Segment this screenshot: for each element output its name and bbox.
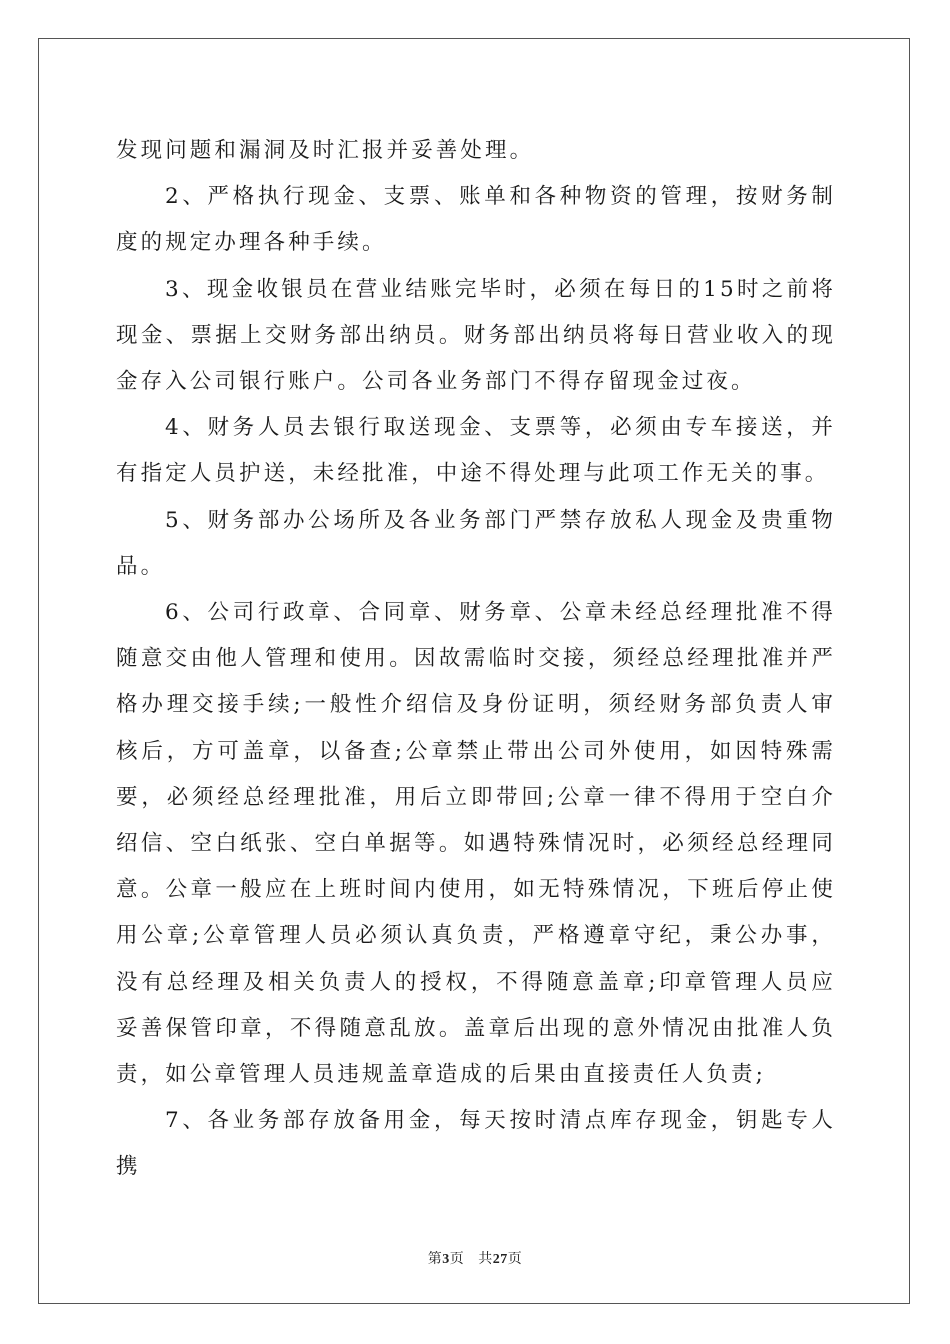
- paragraph-item-5: 5、财务部办公场所及各业务部门严禁存放私人现金及贵重物品。: [116, 507, 836, 579]
- page-number: 3: [442, 1252, 450, 1267]
- page-footer: [0, 1248, 950, 1268]
- paragraph-item-4: 4、财务人员去银行取送现金、支票等，必须由专车接送，并有指定人员护送，未经批准，中途不得处理与此项工作无关的事。: [116, 415, 836, 487]
- paragraph-continuation: 发现问题和漏洞及时汇报并妥善处理。: [116, 138, 535, 163]
- paragraph-item-6: 6、公司行政章、合同章、财务章、公章未经总经理批准不得随意交由他人管理和使用。因故需临时交接，须经总经理批准并严格办理交接手续;一般性介绍信及身份证明，须经财务部负责人审核后，方可盖章，以备查;公章禁止带出公司外使用，如因特殊需要，必须经总经理批准，用后立即带回;公章一律不得用于空白介绍信、空白纸张、空白单据等。如遇特殊情况时，必须经总经理同意。公章一般应在上班时间内使用，如无特殊情况，下班后停止使用公章;公章管理人员必须认真负责，严格遵章守纪，秉公办事，没有总经理及相关负责人的授权，不得随意盖章;印章管理人员应妥善保管印章，不得随意乱放。盖章后出现的意外情况由批准人负责，如公章管理人员违规盖章造成的后果由直接责任人负责;: [116, 600, 836, 1088]
- paragraph-item-2: 2、严格执行现金、支票、账单和各种物资的管理，按财务制度的规定办理各种手续。: [116, 184, 836, 256]
- total-prefix: 共: [478, 1251, 493, 1267]
- page-prefix: 第: [427, 1251, 443, 1267]
- document-body: [116, 128, 836, 1191]
- total-suffix: 页: [507, 1251, 523, 1267]
- page-suffix: 页: [449, 1251, 465, 1267]
- total-pages: 27: [492, 1252, 508, 1267]
- paragraph-item-3: 3、现金收银员在营业结账完毕时，必须在每日的15时之前将现金、票据上交财务部出纳员。财务部出纳员将每日营业收入的现金存入公司银行账户。公司各业务部门不得存留现金过夜。: [116, 276, 836, 395]
- paragraph-item-7: 7、各业务部存放备用金，每天按时清点库存现金，钥匙专人携: [116, 1108, 836, 1180]
